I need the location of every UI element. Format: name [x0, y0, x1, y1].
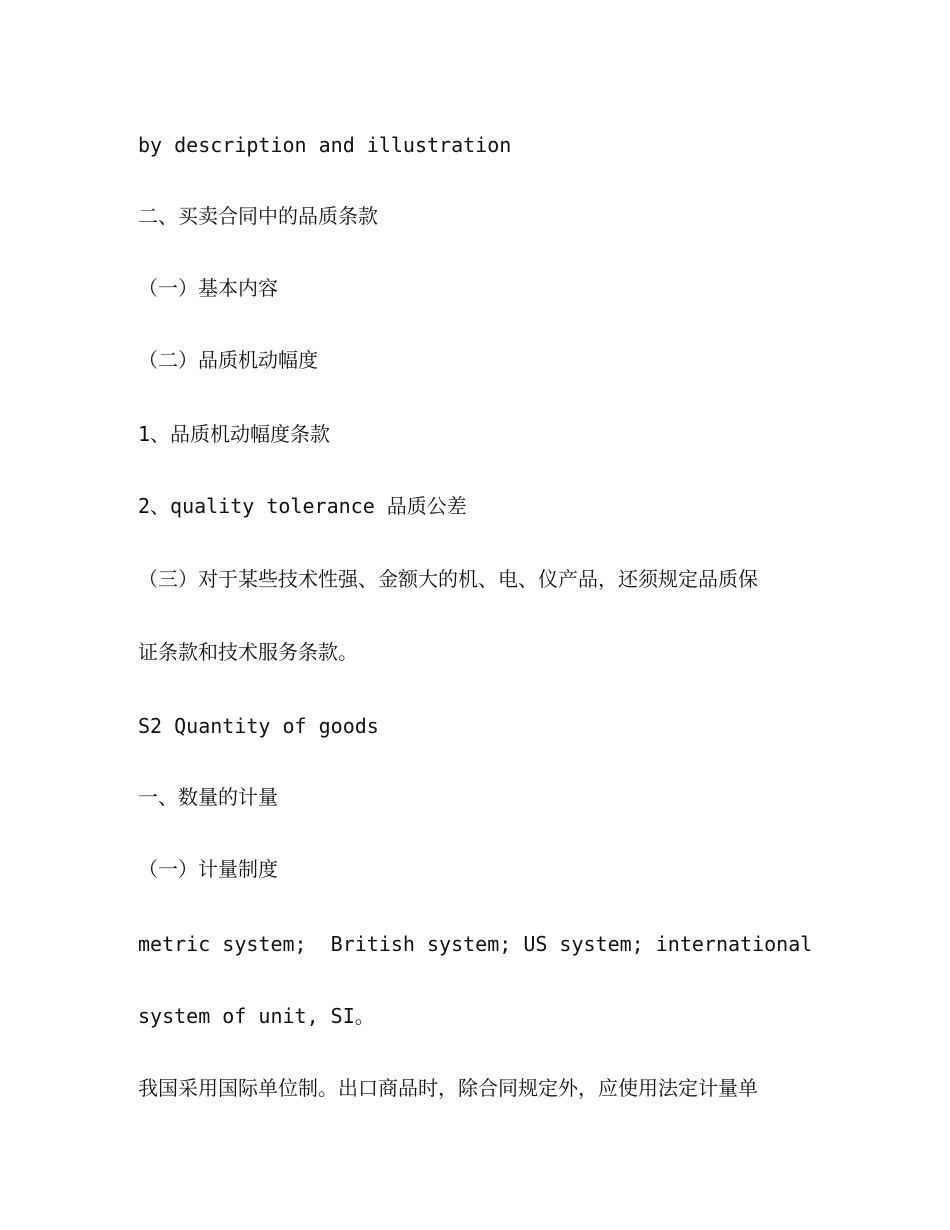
paragraph-guarantee-line-2: 证条款和技术服务条款。 — [138, 640, 358, 664]
section-title-quantity: S2 Quantity of goods — [138, 714, 379, 738]
paragraph-si-usage: 我国采用国际单位制。出口商品时，除合同规定外，应使用法定计量单 — [138, 1076, 758, 1100]
subheading-basic-content: （一）基本内容 — [138, 276, 278, 300]
heading-quality-clause: 二、买卖合同中的品质条款 — [138, 204, 378, 228]
text-line-illustration: by description and illustration — [138, 133, 512, 157]
list-item-latitude-clause: 1、品质机动幅度条款 — [138, 422, 331, 446]
paragraph-systems-line-1: metric system; British system; US system; international — [138, 932, 813, 956]
subheading-quality-latitude: （二）品质机动幅度 — [138, 348, 318, 372]
list-item-quality-tolerance: 2、quality tolerance 品质公差 — [138, 494, 467, 518]
paragraph-guarantee-line-1: （三）对于某些技术性强、金额大的机、电、仪产品，还须规定品质保 — [138, 567, 758, 591]
heading-quantity-measurement: 一、数量的计量 — [138, 785, 278, 809]
subheading-measurement-system: （一）计量制度 — [138, 857, 278, 881]
paragraph-systems-line-2: system of unit, SI。 — [138, 1004, 375, 1028]
